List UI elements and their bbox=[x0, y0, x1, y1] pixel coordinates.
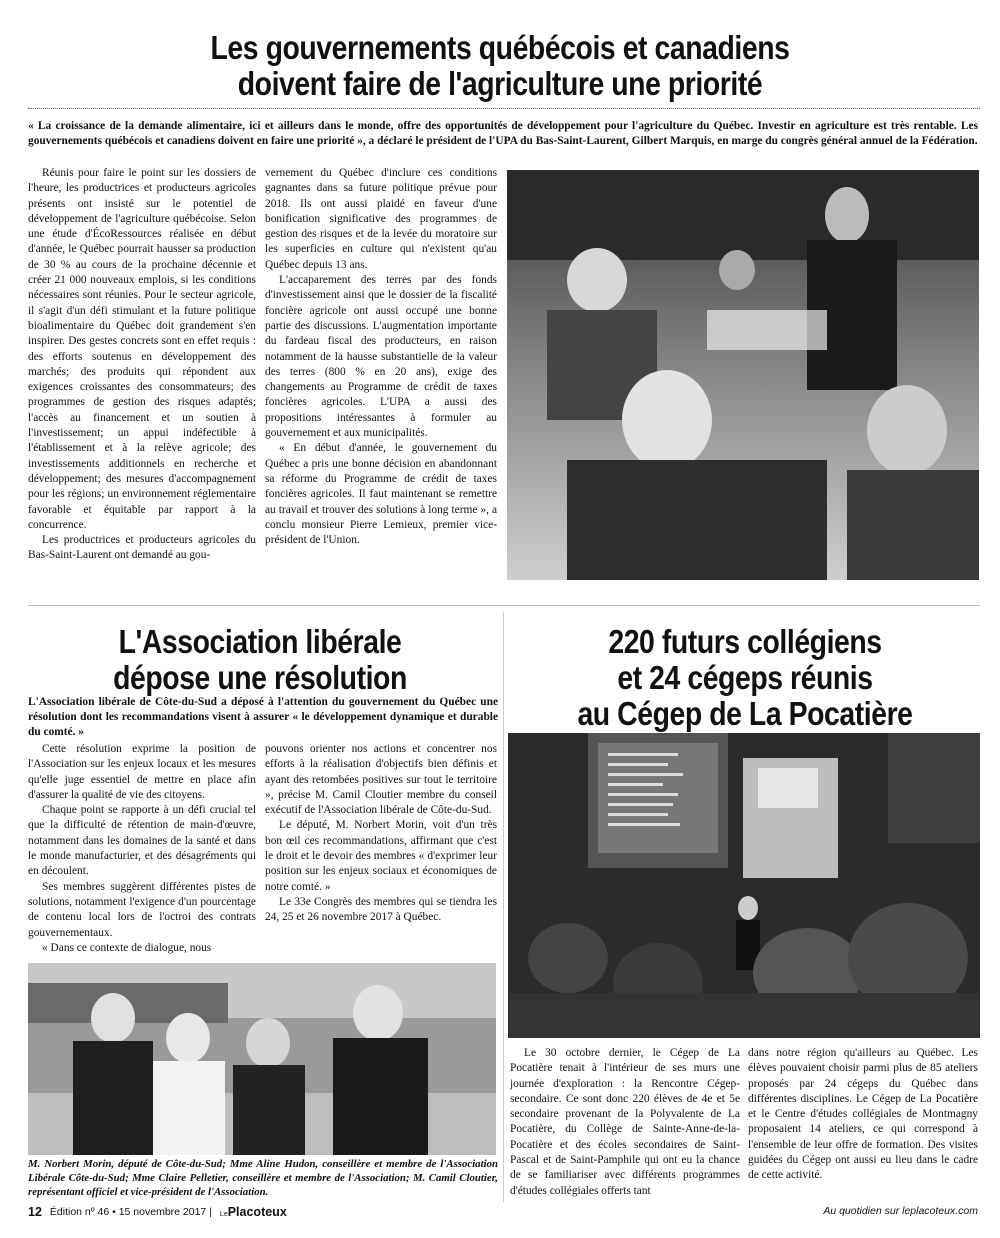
article2-column-2 bbox=[265, 742, 497, 926]
headline-line: doivent faire de l'agriculture une priorité bbox=[237, 65, 763, 102]
paragraph: dans notre région qu'ailleurs au Québec. Les élèves pouvaient choisir parmi plus de 85 ateliers proposés par 24 cégeps du Québec dans différentes disciplines. Le Cégep de La Pocatière et le Centre d'études collégiales de Montmagny proposaient 14 ateliers, ce qui correspond à l'ensemble de leur offre de formation. Des visites guidées du Cégep ont aussi eu lieu dans le cadre de cette activité. bbox=[748, 1047, 978, 1182]
page-number: 12 bbox=[28, 1205, 42, 1219]
paragraph: Le 33e Congrès des membres qui se tiendra les 24, 25 et 26 novembre 2017 à Québec. bbox=[265, 895, 497, 924]
association-members-photo bbox=[28, 963, 496, 1155]
brand-name: Placoteux bbox=[227, 1205, 287, 1219]
cegep-event-photo bbox=[508, 733, 980, 1038]
paragraph: Le député, M. Norbert Morin, voit d'un très bon œil ces recommandations, affirmant que c'est le droit et le devoir des membres « d'exprimer leur position sur les enjeux sociaux et économiques de notre comté. » bbox=[265, 819, 497, 893]
article3-column-1 bbox=[510, 1046, 740, 1199]
paragraph: Chaque point se rapporte à un défi crucial tel que la difficulté de rétention de main-d'œuvre, notamment dans les domaines de la santé et dans le monde manufacturier, et des désagréments qui en découlent. bbox=[28, 804, 256, 878]
column-divider bbox=[503, 612, 504, 1202]
headline-line: L'Association libérale bbox=[118, 623, 402, 660]
paragraph: vernement du Québec d'inclure ces conditions gagnantes dans sa future politique prévue pour 2018. Ils ont aussi plaidé en faveur d'une bonification significative des programmes de gestion des risques et de la levée du moratoire sur les superficies en culture qui n'existent qu'au Québec depuis 13 ans. bbox=[265, 167, 497, 271]
article2-lead: L'Association libérale de Côte-du-Sud a déposé à l'attention du gouvernement du Québec une résolution dont les recommandations visent à assurer « le développement dynamique et durable du comté. » bbox=[28, 696, 498, 738]
article3-column-2 bbox=[748, 1046, 978, 1184]
edition-info: Édition nº 46 • 15 novembre 2017 | bbox=[49, 1206, 212, 1218]
article3-headline bbox=[539, 624, 952, 732]
paragraph: Ses membres suggèrent différentes pistes de solutions, notamment l'exigence d'un pourcentage de contenu local lors de l'octroi des contrats gouvernementaux. bbox=[28, 880, 256, 939]
paragraph: L'accaparement des terres par des fonds d'investissement ainsi que le dossier de la fiscalité foncière agricole ont aussi occupé une bonne partie des discussions. L'augmentation importante du fardeau fiscal des producteurs, en raison notamment de la hausse substantielle de la valeur des terres (800 % en 20 ans), exige des changements au Programme de crédit de taxes foncières agricoles. L'UPA a aussi des propositions intéressantes à formuler au gouvernement et aux municipalités. bbox=[265, 274, 497, 440]
article1-column-1 bbox=[28, 166, 256, 564]
article1-lead: « La croissance de la demande alimentaire, ici et ailleurs dans le monde, offre des opportunités de développement pour l'agriculture du Québec. Investir en agriculture est très rentable. Les gouvernements québécois et canadiens doivent en faire une priorité », a déclaré le président de l'UPA du Bas-Saint-Laurent, Gilbert Marquis, en marge du congrès général annuel de la Fédération. bbox=[28, 120, 978, 147]
footer-tagline: Au quotidien sur leplacoteux.com bbox=[823, 1205, 978, 1217]
article1-column-2 bbox=[265, 166, 497, 548]
headline-line: et 24 cégeps réunis bbox=[617, 659, 873, 696]
article1-headline bbox=[70, 30, 930, 102]
headline-line: Les gouvernements québécois et canadiens bbox=[210, 29, 790, 66]
page-footer bbox=[28, 1205, 287, 1219]
paragraph: « Dans ce contexte de dialogue, nous bbox=[42, 941, 212, 954]
paragraph: « En début d'année, le gouvernement du Québec a pris une bonne décision en abandonnant sa réforme du Programme de crédit de taxes foncières agricoles. Il faut maintenant se remettre au travail et trouver des solutions à long terme », a conclu monsieur Pierre Lemieux, premier vice-président de l'Union. bbox=[265, 442, 497, 547]
headline-line: 220 futurs collégiens bbox=[608, 623, 882, 660]
brand-prefix: Le bbox=[219, 1211, 228, 1218]
paragraph: Réunis pour faire le point sur les dossiers de l'heure, les productrices et producteurs agricoles présents ont insisté sur le potentiel de développement de l'agriculture québécoise. Selon une étude d'ÉcoRessources réalisée en début d'année, le Québec pourrait hausser sa production de 30 % au cours de la prochaine décennie et créer 21 000 nouveaux emplois, si les conditions nécessaires sont réunies. Pour le secteur agricole, il s'agit d'un défi stimulant et la future politique bioalimentaire du Québec doit grandement s'en inspirer. Des gestes concrets sont en effet requis : des efforts soutenus en développement des marchés; des produits qui répondent aux exigences croissantes des consommateurs; des programmes de gestion des risques adaptés; l'accès au financement et un soutien à l'investissement; un appui indéfectible à l'établissement et à la relève agricole; des investissements additionnels en recherche et développement; des mesures d'accompagnement pour les régions; un environnement réglementaire favorable et équitable par rapport à la concurrence. bbox=[28, 167, 256, 531]
paragraph: Les productrices et producteurs agricoles du Bas-Saint-Laurent ont demandé au gou- bbox=[28, 534, 256, 562]
paragraph: pouvons orienter nos actions et concentrer nos efforts à la réalisation d'objectifs bien définis et ayant des retombées positives sur tout le territoire », précise M. Camil Cloutier membre du conseil exécutif de l'Association libérale de Côte-du-Sud. bbox=[265, 743, 497, 817]
paragraph: Cette résolution exprime la position de l'Association sur les enjeux locaux et les mesures qu'elle juge essentiel de mettre en place afin d'assurer la qualité de vie des citoyens. bbox=[28, 743, 256, 801]
paragraph: Le 30 octobre dernier, le Cégep de La Pocatière tenait à l'intérieur de ses murs une journée d'exploration : la Rencontre Cégep-secondaire. Ce sont donc 220 élèves de 4e et 5e secondaire provenant de la Polyvalente de La Pocatière, du Collège de Sainte-Anne-de-la-Pocatière et des écoles secondaires de Saint-Pascal et de Saint-Pamphile qui ont eu la chance de se familiariser avec différents programmes d'études collégiales offerts tant bbox=[510, 1047, 740, 1197]
article2-headline bbox=[54, 624, 467, 696]
brand-logo bbox=[220, 1205, 287, 1219]
headline-line: au Cégep de La Pocatière bbox=[577, 695, 913, 732]
divider bbox=[28, 108, 980, 109]
photo-caption: M. Norbert Morin, député de Côte-du-Sud; Mme Aline Hudon, conseillère et membre de l'Association Libérale Côte-du-Sud; Mme Claire Pelletier, conseillère et membre de l'Association; M. Camil Cloutier, représentant officiel et vice-président de l'Association. bbox=[28, 1158, 498, 1199]
section-divider bbox=[28, 605, 980, 606]
congress-photo bbox=[507, 170, 979, 580]
headline-line: dépose une résolution bbox=[113, 659, 407, 696]
article2-column-1 bbox=[28, 742, 256, 956]
